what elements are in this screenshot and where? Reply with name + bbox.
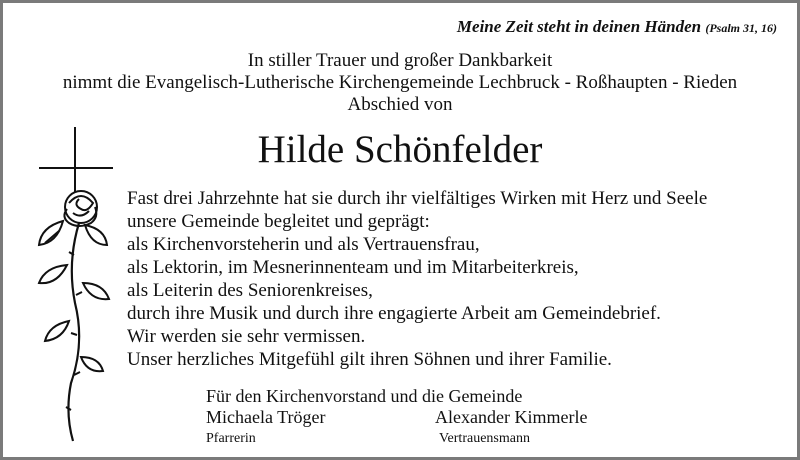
tribute-line: als Lektorin, im Mesnerinnenteam und im Mitarbeiterkreis, [127, 257, 579, 278]
tribute-line: Fast drei Jahrzehnte hat sie durch ihr vielfältiges Wirken mit Herz und Seele [127, 188, 708, 209]
intro-line: nimmt die Evangelisch-Lutherische Kirchengemeinde Lechbruck - Roßhaupten - Rieden [62, 72, 738, 93]
closing-text [127, 325, 612, 371]
motto-reference: (Psalm 31, 16) [705, 21, 777, 35]
signer-role: Vertrauensmann [439, 431, 530, 446]
signer-name: Alexander Kimmerle [435, 407, 588, 427]
tribute-line: unsere Gemeinde begleitet und geprägt: [127, 211, 430, 232]
tribute-text [127, 187, 707, 325]
bible-motto [457, 17, 777, 37]
intro-line: In stiller Trauer und großer Dankbarkeit [247, 50, 553, 71]
intro-block [3, 50, 797, 116]
deceased-name: Hilde Schönfelder [257, 128, 543, 171]
closing-line: Unser herzliches Mitgefühl gilt ihren Söhnen und ihrer Familie. [127, 349, 612, 370]
tribute-line: als Kirchenvorsteherin und als Vertrauensfrau, [127, 234, 480, 255]
tribute-line: als Leiterin des Seniorenkreises, [127, 280, 373, 301]
closing-line: Wir werden sie sehr vermissen. [127, 326, 366, 347]
cross-with-rose-icon [33, 125, 117, 447]
motto-text: Meine Zeit steht in deinen Händen [456, 17, 702, 36]
signer-role: Pfarrerin [206, 431, 256, 446]
tribute-line: durch ihre Musik und durch ihre engagierte Arbeit am Gemeindebrief. [127, 303, 661, 324]
signer-name: Michaela Tröger [206, 407, 326, 427]
on-behalf-line: Für den Kirchenvorstand und die Gemeinde [206, 386, 523, 406]
intro-line: Abschied von [347, 94, 453, 115]
